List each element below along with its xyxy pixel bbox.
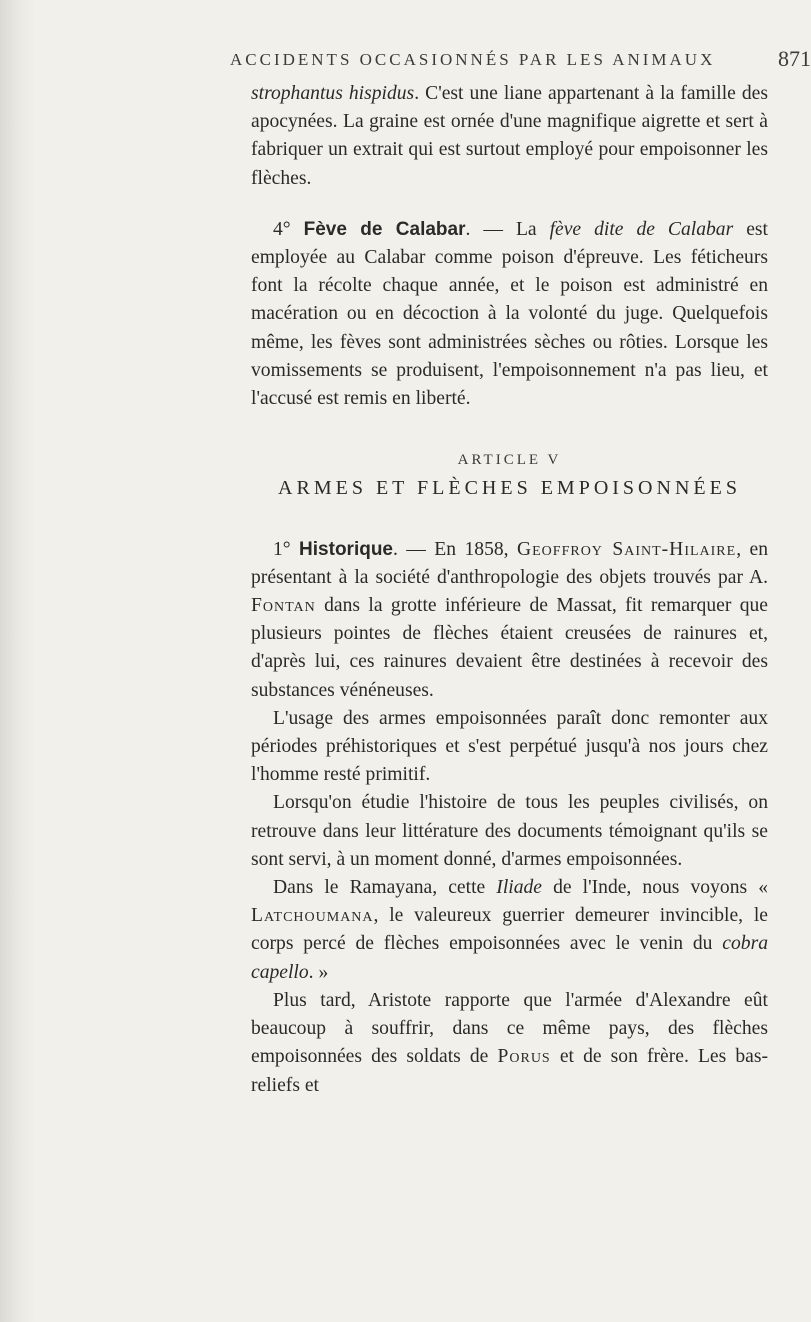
paragraph-histoire: Lorsqu'on étudie l'histoire de tous les peuples civilisés, on retrouve dans leur littérature des documents témoignant qu'ils se sont servi, à un moment donné, d'armes empoisonnées. (251, 792, 768, 870)
section-heading-historique: Historique (299, 538, 393, 560)
paragraph-ramayana: Dans le Ramayana, cette Iliade de l'Inde, nous voyons « Latchoumana, le valeureux guerrier demeurer invincible, le corps percé de flèches empoisonnées avec le venin du cobra capello. » (251, 877, 768, 983)
page-binding-shadow (0, 0, 36, 1322)
species-name: strophantus hispidus (251, 83, 415, 104)
paragraph-strophantus: strophantus hispidus. C'est une liane appartenant à la famille des apocynées. La graine est ornée d'une magnifique aigrette et sert à fabriquer un extrait qui est surtout employé pour empoisonner les flèches. (251, 83, 768, 189)
page-header (230, 46, 811, 71)
section-heading-feve: Fève de Calabar (303, 218, 466, 240)
paragraph-feve-calabar: 4° Fève de Calabar. — La fève dite de Calabar est employée au Calabar comme poison d'épreuve. Les féticheurs font la récolte chaque année, et le poison est administré en macération ou en décoction à la volonté du juge. Quelquefois même, les fèves sont administrées sèches ou rôties. Lorsque les vomissements se produisent, l'empoisonnement n'a pas lieu, et l'accusé est remis en liberté. (251, 218, 768, 410)
body-text (251, 80, 768, 1100)
article-title: ARMES ET FLÈCHES EMPOISONNÉES (278, 477, 741, 500)
article-label: ARTICLE V (457, 452, 562, 469)
running-head: ACCIDENTS OCCASIONNÉS PAR LES ANIMAUX (230, 50, 716, 69)
paragraph-aristote: Plus tard, Aristote rapporte que l'armée d'Alexandre eût beaucoup à souffrir, dans ce même pays, des flèches empoisonnées des soldats de Porus et de son frère. Les bas-reliefs et (251, 989, 768, 1096)
page-number: 871 (778, 46, 811, 71)
paragraph-historique: 1° Historique. — En 1858, Geoffroy Saint-Hilaire, en présentant à la société d'anthropologie des objets trouvés par A. Fontan dans la grotte inférieure de Massat, fit remarquer que plusieurs pointes de flèches étaient creusées de rainures et, d'après lui, ces rainures devaient être destinées à recevoir des substances vénéneuses. (251, 538, 769, 701)
paragraph-usage: L'usage des armes empoisonnées paraît donc remonter aux périodes préhistoriques et s'est perpétué jusqu'à nos jours chez l'homme resté primitif. (251, 707, 768, 786)
